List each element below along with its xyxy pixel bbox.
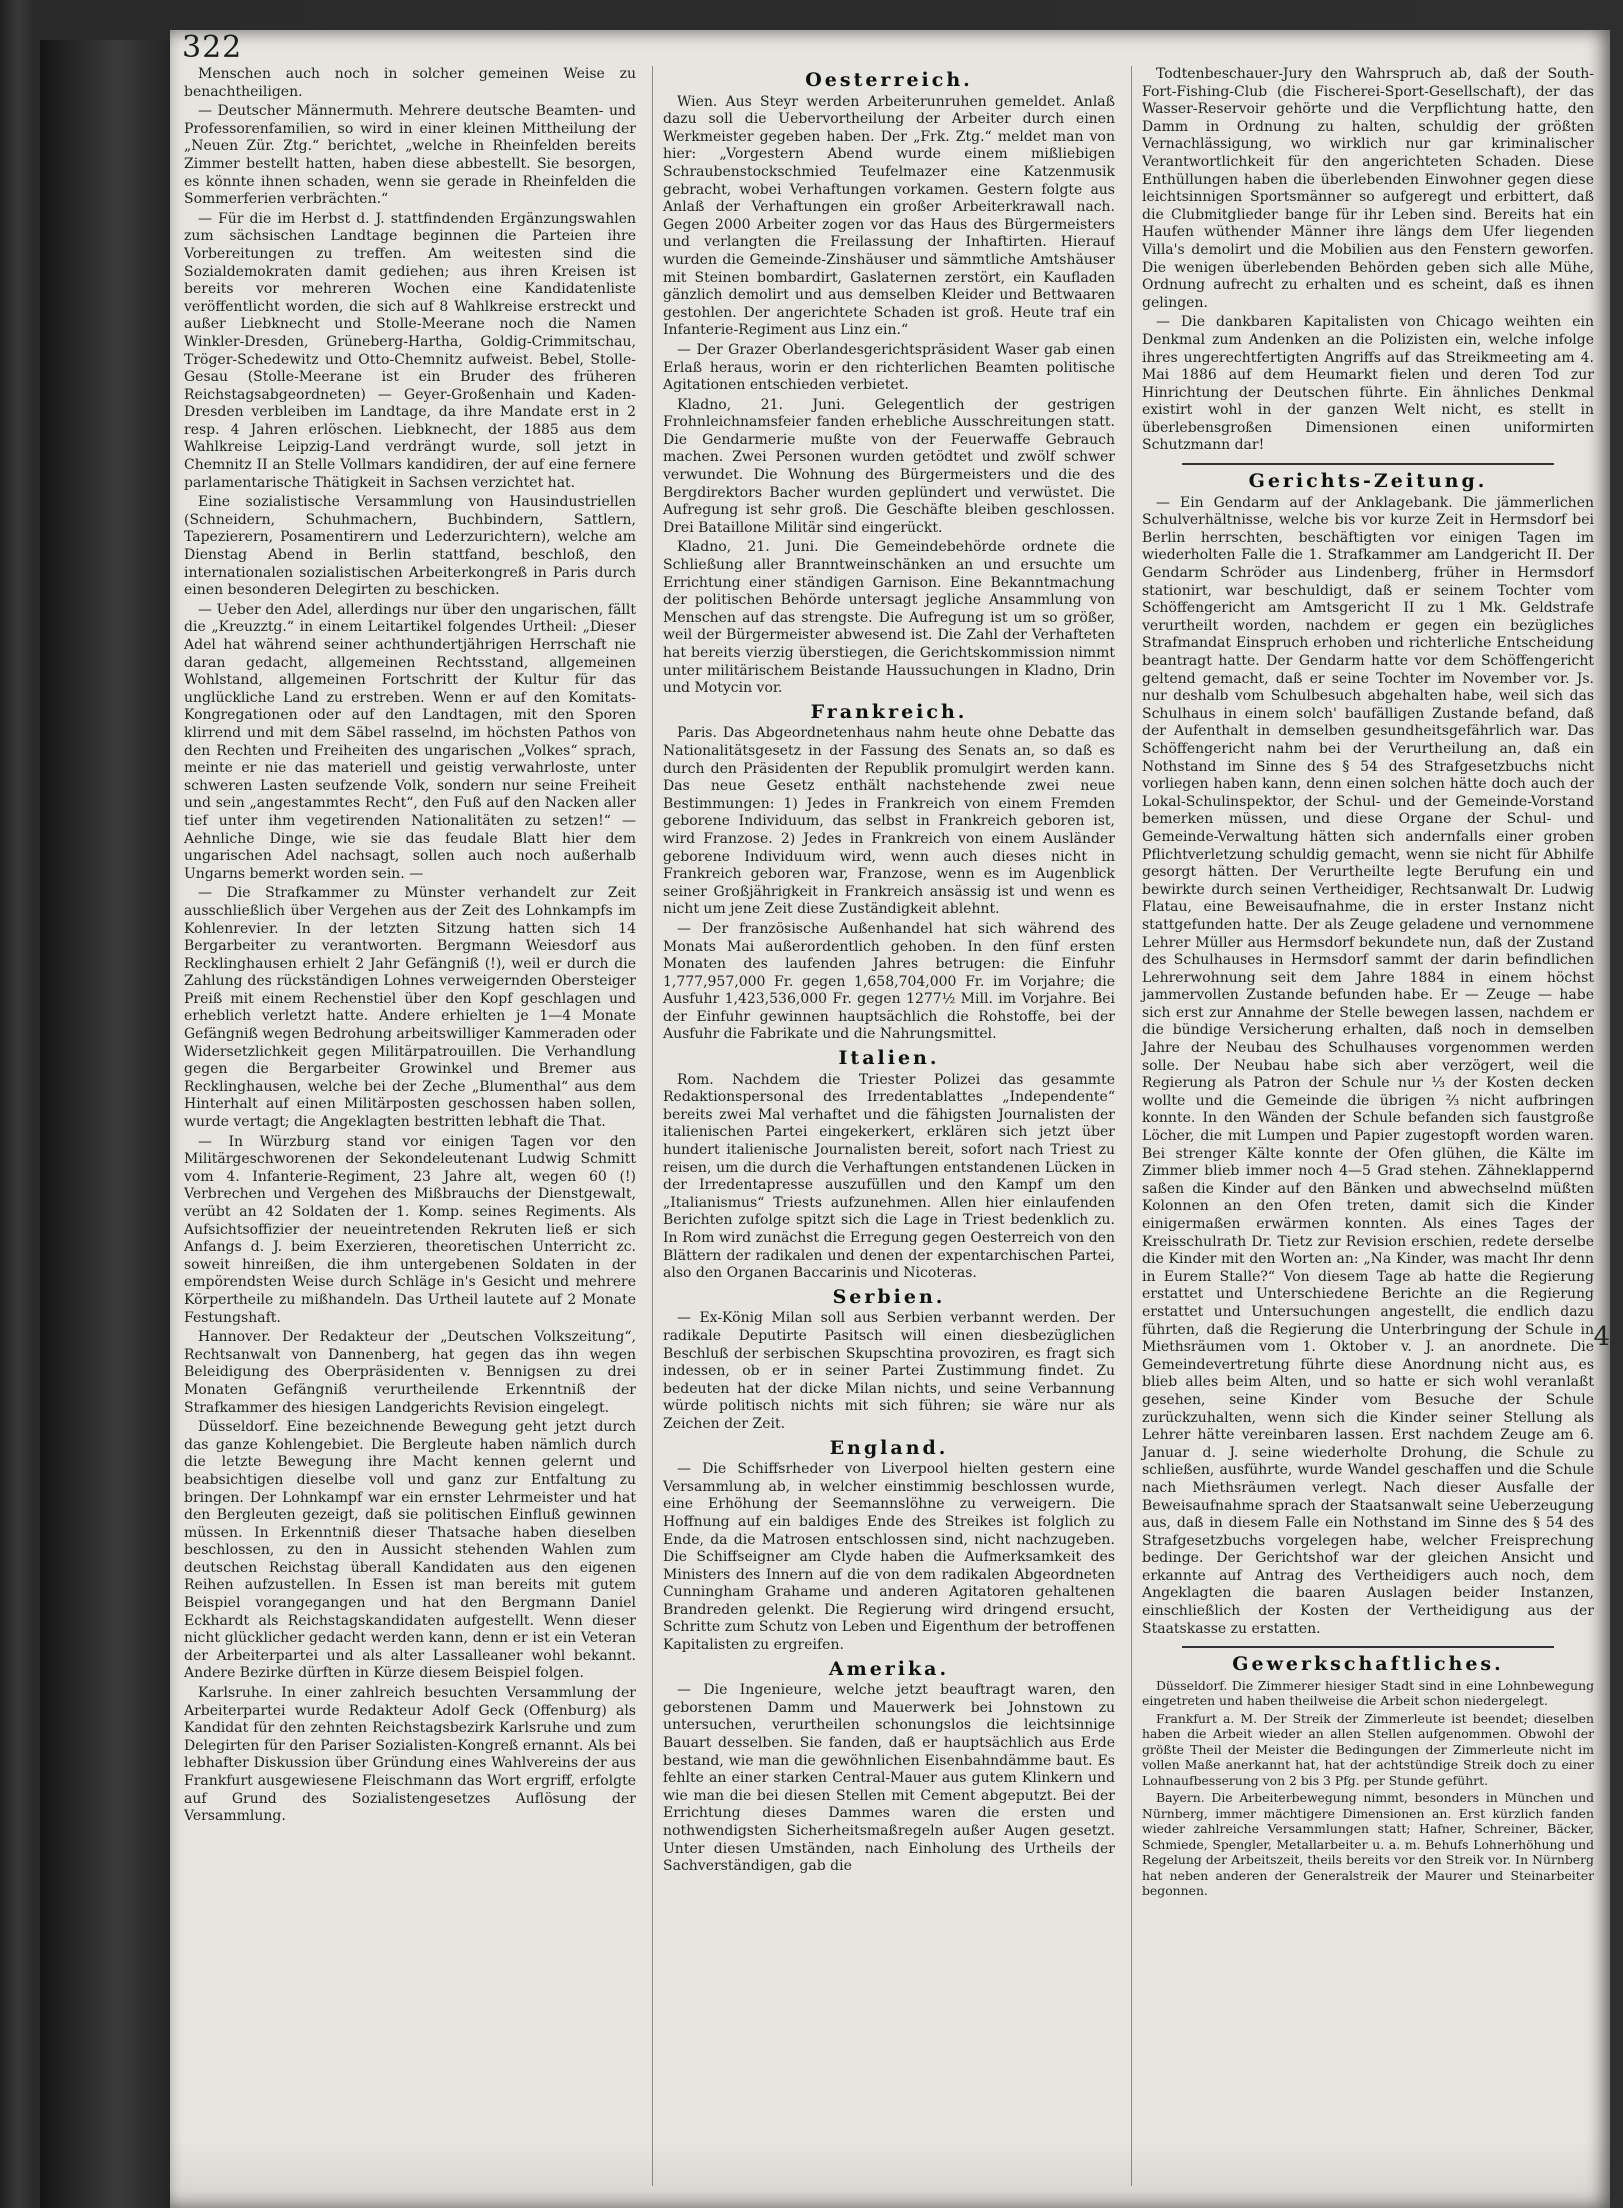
small-print-item [1142, 1711, 1594, 1789]
columns [184, 66, 1594, 2186]
section-heading: Amerika. [828, 1657, 950, 1680]
section-divider [1182, 463, 1554, 465]
article-paragraph: Todtenbeschauer-Jury den Wahrspruch ab, daß der South-Fort-Fishing-Club (die Fischerei-Sport-Gesellschaft), der das Wasser-Reservoir gehörte und die Verpflichtung hatte, den Damm in Ordnung zu halten, schuldig der größten Vernachlässigung, wo wirklich nur gar kriminalischer Verantwortlichkeit für den angerichteten Schaden. Diese Enthüllungen haben die überlebenden Einwohner gegen diese leichtsinnigen Sportsmänner so aufgeregt und erbittert, daß die Clubmitglieder bange für ihr Leben sind. Bereits hat ein Haufen wüthender Männer ihre längs dem Ufer liegenden Villa's demolirt und die Mobilien aus den Fenstern geworfen. Die wenigen überlebenden Behörden geben sich alle Mühe, Ordnung aufrecht zu erhalten und es scheint, daß es ihnen gelingen. [1142, 66, 1594, 311]
article-paragraph: — Deutscher Männermuth. Mehrere deutsche Beamten- und Professorenfamilien, so wird in einer kleinen Mittheilung der „Neuen Zür. Ztg.“ berichtet, „welche in Rheinfelden bereits Zimmer bestellt hatten, haben diese abbestellt. Sie besorgen, es könnte ihnen schaden, wenn sie gerade in Rheinfelden die Sommerferien verbrächten.“ [184, 103, 636, 208]
article-paragraph: Bayern. Die Arbeiterbewegung nimmt, besonders in München und Nürnberg, immer mächtigere Dimensionen an. Erst kürzlich fanden wieder zahlreiche Versammlungen statt; Hafner, Schreiner, Bäcker, Schmiede, Spengler, Metallarbeiter u. a. m. Behufs Lohnerhöhung und Regelung der Arbeitszeit, theils bereits vor den Streik vor. In Nürnberg hat neben anderen der Generalstreik der Maurer und Steinarbeiter begonnen. [1142, 1790, 1594, 1899]
page-shadow [170, 2138, 1610, 2208]
article-paragraph: Düsseldorf. Die Zimmerer hiesiger Stadt sind in eine Lohnbewegung eingetreten und haben theilweise die Arbeit schon niedergelegt. [1142, 1677, 1594, 1709]
section-divider [1182, 1646, 1554, 1648]
article-paragraph: — Für die im Herbst d. J. stattfindenden Ergänzungswahlen zum sächsischen Landtage beginnen die Parteien ihre Vorbereitungen zu treffen. Am weitesten sind die Sozialdemokraten damit gediehen; aus ihren Kreisen ist bereits vor mehreren Wochen eine Kandidatenliste veröffentlicht worden, die sich auf 8 Wahlkreise erstreckt und außer Liebknecht und Stolle-Meerane noch die Namen Winkler-Dresden, Grüneberg-Hartha, Goldig-Crimmitschau, Tröger-Schedewitz und Otto-Chemnitz aufweist. Bebel, Stolle-Gesau (Stolle-Meerane ist ein Bruder des früheren Reichstagsabgeordneten) — Geyer-Großenhain und Kaden-Dresden verbleiben im Landtage, da ihre Mandate erst in 2 resp. 4 Jahren erlöschen. Liebknecht, der 1885 aus dem Wahlkreise Leipzig-Land verdrängt wurde, soll jetzt in Chemnitz II an Stelle Vollmars kandidiren, der auf eine fernere parlamentarische Thätigkeit in Sachsen verzichtet hat. [184, 210, 636, 491]
article-paragraph: Menschen auch noch in solcher gemeinen Weise zu benachtheiligen. [184, 66, 636, 100]
column-2 [652, 66, 1115, 2186]
article-paragraph: — Ueber den Adel, allerdings nur über den ungarischen, fällt die „Kreuzztg.“ in einem Leitartikel folgendes Urtheil: „Dieser Adel hat während seiner achthundertjährigen Herrschaft nie daran gedacht, allgemeinen Rechtsstand, allgemeinen Wohlstand, allgemeinen Fortschritt der Kultur für das unglückliche Land zu erstreben. Wenn er auf den Komitats-Kongregationen oder auf den Landtagen, mit den Sporen klirrend und mit dem Säbel rasselnd, im höchsten Pathos von den Rechten und Freiheiten des ungarischen „Volkes“ sprach, meinte er nie das materiell und geistig verwahrloste, unter schweren Lasten seufzende Volk, sondern nur seine Freiheit und sein „angestammtes Recht“, den Fuß auf den Nacken aller tief unter ihm vegetirenden Nationalitäten zu setzen!“ — Aehnliche Dinge, wie sie das feudale Blatt hier dem ungarischen Adel nachsagt, sollen auch noch außerhalb Ungarns bemerkt worden sein. — [184, 601, 636, 882]
article-paragraph: — In Würzburg stand vor einigen Tagen vor den Militärgeschworenen der Sekondeleutenant Ludwig Schmitt vom 4. Infanterie-Regiment, 23 Jahre alt, wegen 60 (!) Verbrechen und Vergehen des Mißbrauchs der Dienstgewalt, verübt an 42 Soldaten der 1. Komp. seines Regiments. Als Aufsichtsoffizier der neueintretenden Rekruten ließ er sich Anfangs d. J. beim Exerzieren, theoretischen Unterricht zc. soweit hinreißen, die ihm untergebenen Soldaten in der empörendsten Weise durch Schläge in's Gesicht und mehrere Körpertheile zu mißhandeln. Das Urtheil lautete auf 2 Monate Festungshaft. [184, 1133, 636, 1326]
article-paragraph: Karlsruhe. In einer zahlreich besuchten Versammlung der Arbeiterpartei wurde Redakteur Adolf Geck (Offenburg) als Kandidat für den zehnten Reichstagsbezirk Karlsruhe und zum Delegirten für den Pariser Sozialisten-Kongreß ernannt. Als bei lebhafter Diskussion über Gründung eines Wahlvereins der aus Frankfurt ausgewiesene Fleischmann das Wort ergriff, erfolgte auf Grund des Sozialistengesetzes Auflösung der Versammlung. [184, 1685, 636, 1825]
article-paragraph: — Der französische Außenhandel hat sich während des Monats Mai außerordentlich gehoben. In den fünf ersten Monaten des laufenden Jahres betrugen: die Einfuhr 1,777,957,000 Fr. gegen 1,658,704,000 Fr. im Vorjahre; die Ausfuhr 1,423,536,000 Fr. gegen 1277½ Mill. im Vorjahre. Bei der Einfuhr gewinnen hauptsächlich die Rohstoffe, bei der Ausfuhr die Fabrikate und die Nahrungsmittel. [663, 920, 1115, 1043]
page-number: 322 [182, 30, 243, 65]
article-paragraph: — Die dankbaren Kapitalisten von Chicago weihten ein Denkmal zum Andenken an die Polizisten ein, welche infolge ihres ungerechtfertigten Angriffs auf das Streikmeeting am 4. Mai 1886 auf dem Heumarkt fielen und deren Tod zur Hinrichtung der Deutschen führte. Ein ähnliches Denkmal existirt wohl in der ganzen Welt nicht, es stellt in überlebensgroßen Dimensionen einen uniformirten Schutzmann dar! [1142, 314, 1594, 454]
section-heading: Oesterreich. [805, 69, 973, 91]
article-paragraph: Frankfurt a. M. Der Streik der Zimmerleute ist beendet; dieselben haben die Arbeit wieder an allen Stellen aufgenommen. Obwohl der größte Theil der Meister die Bedingungen der Zimmerleute nicht im vollen Maße anerkannt hat, hat der achtstündige Streik doch zu einer Lohnaufbesserung von 2 bis 3 Pfg. per Stunde geführt. [1142, 1710, 1594, 1788]
column-1 [184, 66, 636, 2186]
section-heading: England. [829, 1436, 949, 1459]
article-paragraph: — Die Ingenieure, welche jetzt beauftragt waren, den geborstenen Damm und Mauerwerk bei Johnstown zu untersuchen, verurtheilen schonungslos die leichtsinnige Bauart desselben. Sie fanden, daß er hauptsächlich aus Erde bestand, wie man die gewöhnlichen Eisenbahndämme baut. Es fehlte an einer starken Central-Mauer aus gutem Klinkern und wie man die bei diesen Stellen mit Cement abgeputzt. Bei der Errichtung dieses Dammes waren die ersten und nothwendigsten Sicherheitsmaßregeln außer Augen gesetzt. Unter diesen Umständen, nach Einholung des Urtheils der Sachverständigen, gab die [663, 1682, 1115, 1875]
article-paragraph: Paris. Das Abgeordnetenhaus nahm heute ohne Debatte das Nationalitätsgesetz in der Fassung des Senats an, so daß es durch den Präsidenten der Republik promulgirt werden kann. Das neue Gesetz enthält nachstehende zwei neue Bestimmungen: 1) Jedes in Frankreich von einem Fremden geborene Individuum, das selbst in Frankreich geboren ist, wird Franzose. 2) Jedes in Frankreich von einem Ausländer geborene Individuum wird, wenn auch dieses nicht in Frankreich geboren war, Franzose, wenn es im Augenblick seiner Großjährigkeit in Frankreich ansässig ist und wenn es nicht um jene Zeit diese Zuständigkeit ablehnt. [663, 725, 1115, 918]
article-paragraph: — Der Grazer Oberlandesgerichtspräsident Waser gab einen Erlaß heraus, worin er den richterlichen Beamten politische Agitationen entschieden verbietet. [663, 341, 1115, 394]
book-spine [40, 40, 180, 2208]
section-heading: Gewerkschaftliches. [1232, 1653, 1504, 1676]
article-paragraph: — Die Strafkammer zu Münster verhandelt zur Zeit ausschließlich über Vergehen aus der Zeit des Lohnkampfs im Kohlenrevier. In der letzten Sitzung hatten sich 14 Bergarbeiter zu verantworten. Bergmann Weiesdorf aus Recklinghausen erhielt 2 Jahr Gefängniß (!), weil er durch die Zahlung des rückständigen Lohnes verweigernden Obersteiger Preiß mit einem Rechenstiel über den Kopf geschlagen und erheblich verletzt hatte. Andere erhielten je 1—4 Monate Gefängniß wegen Bedrohung arbeitswilliger Kammeraden oder Widersetzlichkeit gegen Militärpatrouillen. Die Verhandlung gegen die Bergarbeiter Growinkel und Bremer aus Recklinghausen, welche bei der Zeche „Blumenthal“ aus dem Hinterhalt auf einen Militärposten geschossen haben sollen, wurde vertagt; die Angeklagten bestritten lebhaft die That. [184, 885, 636, 1131]
section-heading: Gerichts-Zeitung. [1248, 470, 1488, 493]
section-heading: Italien. [838, 1047, 940, 1070]
section-heading: Frankreich. [810, 700, 968, 723]
small-print-item [1142, 1678, 1594, 1709]
article-paragraph: Eine sozialistische Versammlung von Hausindustriellen (Schneidern, Schuhmachern, Buchbindern, Sattlern, Tapezierern, Posamentirern und Lederzurichtern), welche am Dienstag Abend in Berlin stattfand, beschloß, den internationalen sozialistischen Arbeiterkongreß in Paris durch einen besonderen Delegirten zu beschicken. [184, 494, 636, 599]
article-paragraph: Kladno, 21. Juni. Gelegentlich der gestrigen Frohnleichnamsfeier fanden erhebliche Ausschreitungen statt. Die Gendarmerie mußte von der Feuerwaffe Gebrauch machen. Zwei Personen wurden getödtet und zwölf schwer verwundet. Die Wohnung des Bürgermeisters und die des Bergdirektors Bacher wurden geplündert und verwüstet. Die Aufregung ist sehr groß. Die Geschäfte bleiben geschlossen. Drei Bataillone Militär sind eingerückt. [663, 396, 1115, 536]
newspaper-page [170, 30, 1610, 2208]
article-paragraph: Rom. Nachdem die Triester Polizei das gesammte Redaktionspersonal des Irredentablattes „Independente“ bereits zwei Mal verhaftet und die fähigsten Journalisten der italienischen Partei eingekerkert, erklären sich jetzt über hundert italienische Journalisten bereit, sofort nach Triest zu reisen, um die durch die Verhaftungen entstandenen Lücken in der Irredentapresse auszufüllen und den Kampf um den „Italianismus“ Triests aufzunehmen. Allen hier einlaufenden Berichten zufolge spitzt sich die Lage in Triest bedenklich zu. In Rom wird zunächst die Erregung gegen Oesterreich von den Blättern der radikalen und denen der expentarchischen Partei, also den Organen Baccarinis und Nicoteras. [663, 1071, 1115, 1282]
small-print-item [1142, 1790, 1594, 1899]
margin-annotation: 4 [1593, 1322, 1610, 1352]
article-paragraph: Wien. Aus Steyr werden Arbeiterunruhen gemeldet. Anlaß dazu soll die Uebervortheilung der Arbeiter durch einen Werkmeister gegeben haben. Der „Frk. Ztg.“ meldet man von hier: „Vorgestern Abend wurde einem mißliebigen Schraubenstockschmied Teufelmazer eine Katzenmusik gebracht, wobei Verhaftungen vorkamen. Gestern folgte aus Anlaß der Verhaftungen ein großer Arbeiterkrawall nach. Gegen 2000 Arbeiter zogen vor das Haus des Bürgermeisters und verlangten die Freilassung der Inhaftirten. Hierauf wurden die Gemeinde-Zinshäuser und sämmtliche Amtshäuser mit Steinen bombardirt, Gaslaternen zerstört, ein Kaufladen gänzlich demolirt und aus demselben Kleider und Bettwaaren gestohlen. Der angerichtete Schaden ist groß. Heute traf ein Infanterie-Regiment aus Linz ein.“ [663, 93, 1115, 339]
article-paragraph: Düsseldorf. Eine bezeichnende Bewegung geht jetzt durch das ganze Kohlengebiet. Die Bergleute haben nämlich durch die letzte Bewegung ihre Macht kennen gelernt und beabsichtigen dieselbe voll und ganz zur Entfaltung zu bringen. Der Lohnkampf war ein ernster Lehrmeister und hat den Bergleuten gezeigt, daß sie politischen Einfluß gewinnen müssen. In Erkenntniß dieser Thatsache haben dieselben beschlossen, zu den in Aussicht stehenden Wahlen zum deutschen Reichstag überall Kandidaten aus den eigenen Reihen aufzustellen. In Essen ist man bereits mit gutem Beispiel vorangegangen und hat den Bergmann Daniel Eckhardt als Reichstagskandidaten aufgestellt. Wenn dieser nicht glücklicher gedacht werden kann, denn er ist ein Veteran der Arbeiterpartei und als alter Lassalleaner wohl bekannt. Andere Bezirke dürften in Kürze diesem Beispiel folgen. [184, 1419, 636, 1682]
article-paragraph: — Die Schiffsrheder von Liverpool hielten gestern eine Versammlung ab, in welcher einstimmig beschlossen wurde, eine Erhöhung der Seemannslöhne zu verweigern. Die Hoffnung auf ein baldiges Ende des Streikes ist folglich zu Ende, da die Matrosen entschlossen sind, nicht nachzugeben. Die Schiffseigner am Clyde haben die Aufmerksamkeit des Ministers des Innern auf die von dem radikalen Abgeordneten Cunningham Grahame und anderen Agitatoren gehaltenen Brandreden gelenkt. Die Regierung wird dringend ersucht, Schritte zum Schutz von Leben und Eigenthum der betroffenen Kapitalisten zu ergreifen. [663, 1461, 1115, 1654]
article-paragraph: Hannover. Der Redakteur der „Deutschen Volkszeitung“, Rechtsanwalt von Dannenberg, hat gegen das ihn wegen Beleidigung des Oberpräsidenten v. Bennigsen zu drei Monaten Gefängniß verurtheilende Erkenntniß der Strafkammer des hiesigen Landgerichts Revision eingelegt. [184, 1329, 636, 1416]
column-3 [1131, 66, 1594, 2186]
article-paragraph: — Ein Gendarm auf der Anklagebank. Die jämmerlichen Schulverhältnisse, welche bis vor kurze Zeit in Hermsdorf bei Berlin herrschten, beschäftigten vor einigen Tagen im wiederholten Falle die 1. Strafkammer am Landgericht II. Der Gendarm Schröder aus Lindenberg, früher in Hermsdorf stationirt, war beschuldigt, daß er seinem Tochter vom Schöffengericht am Amtsgericht II zu 1 Mk. Geldstrafe verurtheilt worden, nachdem er gegen ein bezügliches Strafmandat Einspruch erhoben und richterliche Entscheidung beantragt hatte. Der Gendarm hatte vor dem Schöffengericht geltend gemacht, daß er seine Tochter im November vor. Js. nur deshalb vom Schulbesuch abgehalten habe, weil sich das Schulhaus in einem solch' baufälligen Zustande befand, daß der Aufenthalt in demselben gesundheitsgefährlich war. Das Schöffengericht nahm bei der Verurtheilung an, daß ein Nothstand im Sinne des § 54 des Strafgesetzbuchs nicht vorliegen haben kann, denn einen solchen hätte doch auch der Lokal-Schulinspektor, der Schul- und der Gemeinde-Vorstand bemerken müssen, und diese Organe der Schul- und Gemeinde-Verwaltung hätten sich andernfalls einer groben Pflichtverletzung schuldig gemacht, wenn sie nicht für Abhilfe gesorgt hätten. Der Verurtheilte legte Berufung ein und bewirkte durch seinen Vertheidiger, Rechtsanwalt Dr. Ludwig Flatau, eine Beweisaufnahme, die in erster Instanz nicht stattgefunden hatte. Der als Zeuge geladene und vernommene Lehrer Müller aus Hermsdorf bekundete nun, daß der Zustand des Schulhauses in Hermsdorf sammt der darin befindlichen Lehrerwohnung seit dem Jahre 1884 in einem höchst jammervollen Zustande befunden habe. Er — Zeuge — habe sich erst zur Annahme der Stelle bewegen lassen, nachdem er die bündige Versicherung erhalten, daß noch in demselben Jahre der Neubau des Schulhauses vorgenommen werden solle. Der Neubau habe sich aber verzögert, weil die Regierung als Patron der Schule nur ⅓ der Kosten decken wollte und die Gemeinde die übrigen ⅔ nicht aufbringen konnte. In den Wänden der Schule befanden sich faustgroße Löcher, die mit Lumpen und Papier zugestopft worden waren. Bei strenger Kälte konnte der Ofen glühen, die Kälte im Zimmer blieb immer noch 4—5 Grad stehen. Zähneklappernd saßen die Kinder auf den Bänken und abwechselnd müßten Kolonnen an den Ofen treten, damit sich die Kinder einigermaßen erwärmen konnten. Als eines Tages der Kreisschulrath Dr. Tietz zur Revision erschien, redete derselbe die Kinder mit den Worten an: „Na Kinder, was macht Ihr denn in Eurem Stalle?“ Von diesem Tage ab hatte die Regierung erstattet und Unterschiedene Berichte an die Regierung erstattet und Untersuchungen angestellt, die endlich dazu führten, daß die Regierung die Unterbringung der Schule in Miethsräumen vom 1. Oktober v. J. an anordnete. Die Gemeindevertretung führte diese Anordnung nicht aus, es blieb alles beim Alten, und so hatte er sich wohl veranlaßt gesehen, seine Kinder vom Besuche der Schule zurückzuhalten, wenn sich die Kinder seiner Stellung als Lehrer hätte vereinbaren lassen. Erst nachdem Zeuge am 6. Januar d. J. seine wiederholte Drohung, die Schule zu schließen, ausführte, wurde Wandel geschaffen und die Schule nach Miethsräumen verlegt. Nach dieser Ausfalle der Beweisaufnahme sprach der Staatsanwalt seine Ueberzeugung aus, daß in diesem Falle ein Nothstand im Sinne des § 54 des Strafgesetzbuchs vorgelegen habe, welcher Freisprechung bedinge. Der Gerichtshof war der gleichen Ansicht und erkannte auf Antrag des Vertheidigers auch noch, dem Angeklagten die baaren Auslagen beider Instanzen, einschließlich der Kosten der Vertheidigung aus der Staatskasse zu erstatten. [1142, 494, 1594, 1637]
article-paragraph: — Ex-König Milan soll aus Serbien verbannt werden. Der radikale Deputirte Pasitsch will einen diesbezüglichen Beschluß der serbischen Skupschtina provoziren, es fragt sich indessen, ob er in seiner Partei Zustimmung findet. Zu bedeuten hat der dicke Milan nichts, und seine Verbannung würde politisch nichts mit sich führen; sie wäre nur als Zeichen der Zeit. [663, 1310, 1115, 1432]
section-heading: Serbien. [832, 1285, 946, 1308]
article-paragraph: Kladno, 21. Juni. Die Gemeindebehörde ordnete die Schließung aller Branntweinschänken an und ersuchte um Errichtung einer ständigen Garnison. Eine Bekanntmachung der politischen Behörde untersagt jegliche Ansammlung von Menschen auf das strengste. Die Aufregung ist um so größer, weil der Bürgermeister abwesend ist. Die Zahl der Verhafteten hat bereits vierzig überstiegen, die Gerichtskommission nimmt unter militärischem Beistande Haussuchungen in Kladno, Drin und Motycin vor. [663, 539, 1115, 697]
